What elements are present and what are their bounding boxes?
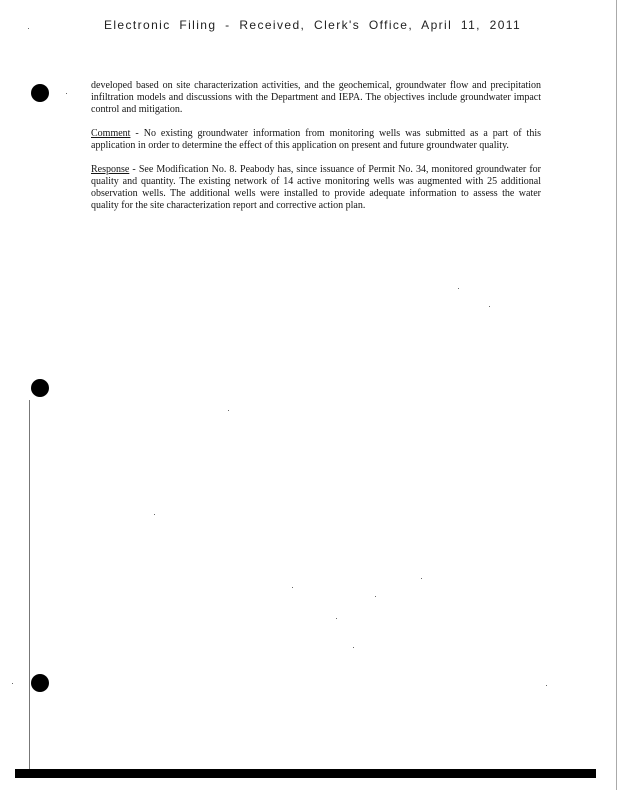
scan-speck	[228, 410, 229, 411]
scan-speck	[154, 514, 155, 515]
scan-speck	[546, 685, 547, 686]
scan-speck	[28, 28, 29, 29]
comment-label: Comment	[91, 128, 131, 139]
scan-speck	[458, 288, 459, 289]
scan-speck	[66, 93, 67, 94]
response-label: Response	[91, 164, 130, 175]
paragraph-response	[91, 164, 541, 212]
paragraph-objectives: developed based on site characterization activities, and the geochemical, groundwater flow and precipitation infiltration models and discussions with the Department and IEPA. The objectives include groundwater impact control and mitigation.	[91, 80, 541, 115]
scan-speck	[353, 647, 354, 648]
comment-text: - No existing groundwater information from monitoring wells was submitted as a part of this application in order to determine the effect of this application on present and future groundwater quality.	[91, 128, 541, 151]
scan-edge-left	[29, 400, 30, 775]
scan-edge-right	[616, 0, 617, 790]
punch-hole-middle	[31, 379, 49, 397]
paragraph-comment	[91, 128, 541, 152]
scan-speck	[489, 306, 490, 307]
scan-speck	[336, 618, 337, 619]
scan-speck	[375, 596, 376, 597]
document-body	[91, 80, 541, 224]
scan-speck	[292, 587, 293, 588]
scan-bottom-bar	[15, 769, 596, 778]
scan-speck	[12, 683, 13, 684]
filing-stamp-header: Electronic Filing - Received, Clerk's Office, April 11, 2011	[103, 18, 522, 32]
punch-hole-top	[31, 84, 49, 102]
punch-hole-bottom	[31, 674, 49, 692]
scan-speck	[421, 578, 422, 579]
response-text: - See Modification No. 8. Peabody has, since issuance of Permit No. 34, monitored groundwater for quality and quantity. The existing network of 14 active monitoring wells was augmented with 25 additional observation wells. The additional wells were installed to provide adequate information to assess the water quality for the site characterization report and corrective action plan.	[91, 164, 541, 211]
